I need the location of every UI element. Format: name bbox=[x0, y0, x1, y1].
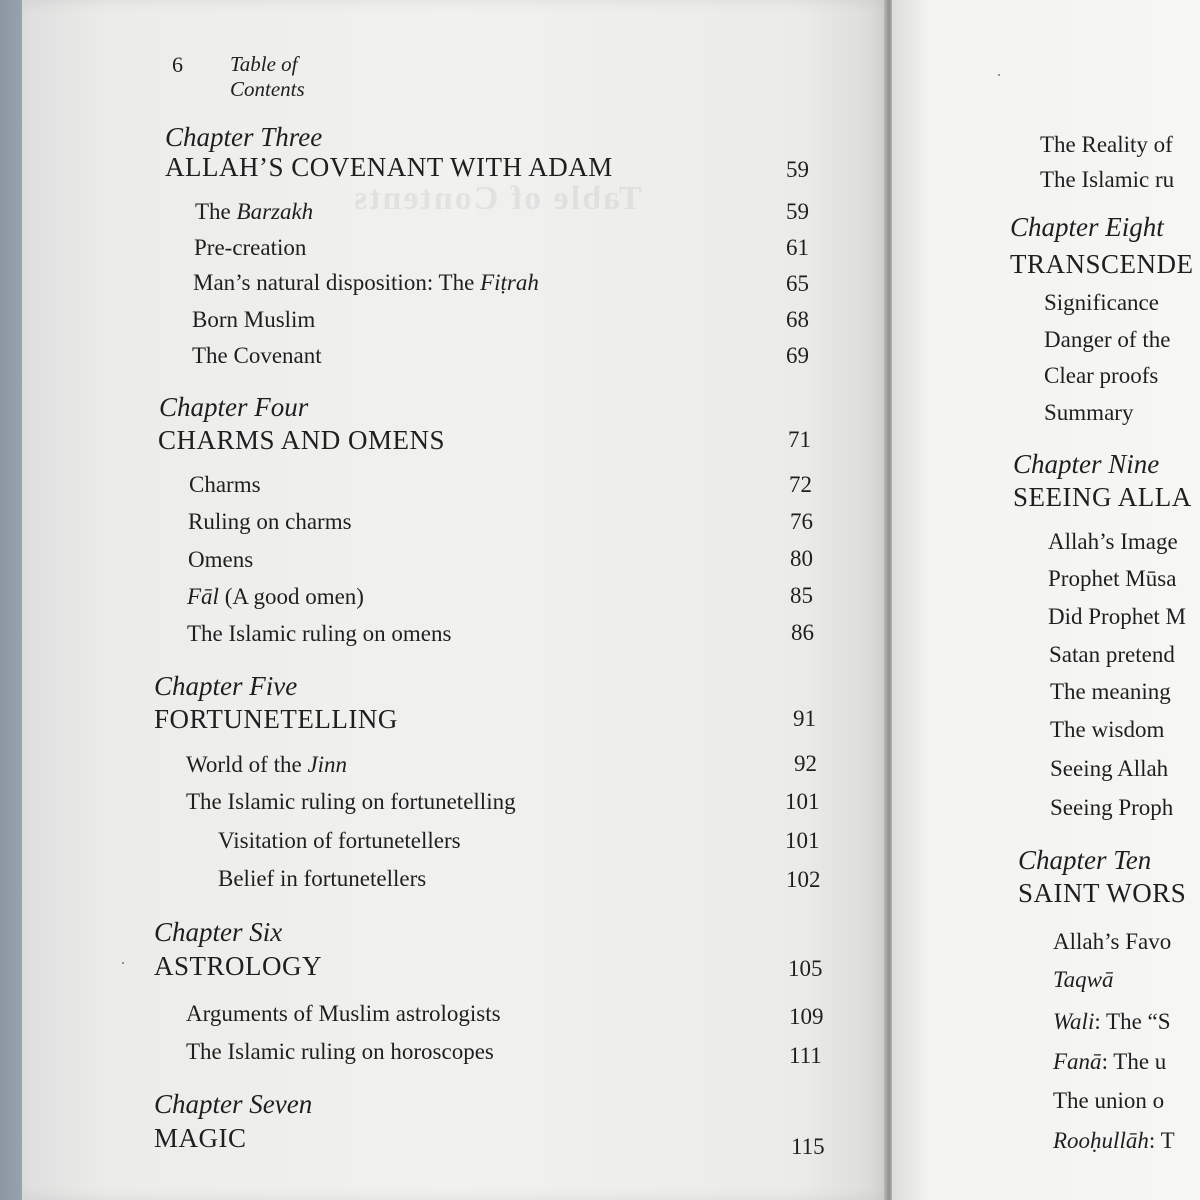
chapter-title: FORTUNETELLING bbox=[154, 704, 398, 734]
toc-entry: Prophet Mūsa bbox=[1048, 566, 1177, 591]
chapter-label: Chapter Seven bbox=[154, 1089, 313, 1119]
toc-entry: Wali: The “S bbox=[1053, 1009, 1171, 1034]
chapter-label: Chapter Four bbox=[159, 392, 309, 422]
toc-entry: The meaning bbox=[1050, 679, 1171, 704]
chapter-label: Chapter Six bbox=[154, 917, 283, 947]
toc-entry: Man’s natural disposition: The Fiṭrah bbox=[193, 270, 539, 295]
toc-entry: Omens bbox=[188, 547, 254, 572]
toc-entry: Seeing Proph bbox=[1050, 795, 1174, 820]
toc-entry-page: 59 bbox=[786, 199, 809, 224]
chapter-page: 71 bbox=[788, 427, 811, 452]
chapter-title: ALLAH’S COVENANT WITH ADAM bbox=[165, 152, 613, 182]
toc-entry-page: 61 bbox=[786, 235, 809, 260]
toc-entry-page: 80 bbox=[790, 546, 813, 571]
toc-entry: Significance bbox=[1044, 290, 1159, 315]
toc-entry: Charms bbox=[189, 472, 261, 497]
chapter-page: 105 bbox=[788, 956, 823, 981]
chapter-label: Chapter Five bbox=[154, 671, 298, 701]
toc-entry: Satan pretend bbox=[1049, 642, 1175, 667]
chapter-page: 91 bbox=[793, 706, 816, 731]
toc-entry-page: 68 bbox=[786, 307, 809, 332]
toc-entry: The union o bbox=[1053, 1088, 1165, 1113]
toc-entry-page: 65 bbox=[786, 271, 809, 296]
toc-entry: The Covenant bbox=[192, 343, 322, 368]
toc-entry: The Islamic ruling on fortunetelling bbox=[186, 789, 516, 814]
toc-entry: Born Muslim bbox=[192, 307, 316, 332]
toc-entry: Pre-creation bbox=[194, 235, 307, 260]
paper-speck bbox=[998, 74, 1000, 76]
chapter-page: 59 bbox=[786, 157, 809, 182]
toc-entry: Allah’s Image bbox=[1048, 529, 1178, 554]
toc-entry: Belief in fortunetellers bbox=[218, 866, 427, 891]
toc-entry: Arguments of Muslim astrologists bbox=[186, 1001, 501, 1026]
toc-entry: Allah’s Favo bbox=[1053, 929, 1172, 954]
toc-entry-page: 101 bbox=[785, 789, 820, 814]
chapter-label: Chapter Ten bbox=[1018, 845, 1152, 875]
toc-entry: Did Prophet M bbox=[1048, 604, 1186, 629]
toc-entry: Clear proofs bbox=[1044, 363, 1159, 388]
chapter-title: SEEING ALLA bbox=[1013, 482, 1192, 512]
toc-entry: The Reality of bbox=[1040, 132, 1173, 157]
toc-entry: Fāl (A good omen) bbox=[187, 584, 364, 609]
toc-entry: The Islamic ru bbox=[1040, 167, 1175, 192]
toc-entry-page: 92 bbox=[794, 751, 817, 776]
toc-entry: Fanā: The u bbox=[1053, 1049, 1167, 1074]
paper-speck bbox=[122, 962, 124, 964]
toc-entry-page: 101 bbox=[785, 828, 820, 853]
toc-entry: Rooḥullāh: T bbox=[1053, 1128, 1175, 1153]
toc-entry: The Barzakh bbox=[195, 199, 314, 224]
toc-entry-page: 72 bbox=[789, 472, 812, 497]
toc-entry: Visitation of fortunetellers bbox=[218, 828, 461, 853]
chapter-label: Chapter Nine bbox=[1013, 449, 1160, 479]
toc-entry: Ruling on charms bbox=[188, 509, 352, 534]
chapter-label: Chapter Eight bbox=[1010, 212, 1164, 242]
toc-entry: World of the Jinn bbox=[186, 752, 348, 777]
running-head-title: Table of Contents bbox=[230, 52, 305, 101]
bleed-through-text: Table of Contents bbox=[352, 180, 642, 217]
toc-entry-page: 85 bbox=[790, 583, 813, 608]
chapter-page: 115 bbox=[791, 1134, 825, 1159]
toc-entry: Danger of the bbox=[1044, 327, 1171, 352]
chapter-title: CHARMS AND OMENS bbox=[158, 425, 446, 455]
toc-entry-page: 69 bbox=[786, 343, 809, 368]
toc-entry: Taqwā bbox=[1053, 967, 1114, 992]
toc-entry: The Islamic ruling on horoscopes bbox=[186, 1039, 494, 1064]
toc-entry: Summary bbox=[1044, 400, 1134, 425]
page-number: 6 bbox=[172, 52, 183, 77]
toc-entry-page: 109 bbox=[789, 1004, 824, 1029]
toc-entry-page: 86 bbox=[791, 620, 814, 645]
chapter-label: Chapter Three bbox=[165, 122, 323, 152]
toc-entry-page: 111 bbox=[789, 1043, 822, 1068]
toc-entry-page: 102 bbox=[786, 867, 821, 892]
chapter-title: ASTROLOGY bbox=[154, 951, 323, 981]
chapter-title: TRANSCENDE bbox=[1010, 249, 1194, 279]
toc-entry: The wisdom bbox=[1050, 717, 1165, 742]
chapter-title: SAINT WORS bbox=[1018, 878, 1187, 908]
toc-entry: The Islamic ruling on omens bbox=[187, 621, 452, 646]
toc-entry: Seeing Allah bbox=[1050, 756, 1169, 781]
toc-entry-page: 76 bbox=[790, 509, 813, 534]
chapter-title: MAGIC bbox=[154, 1123, 247, 1153]
